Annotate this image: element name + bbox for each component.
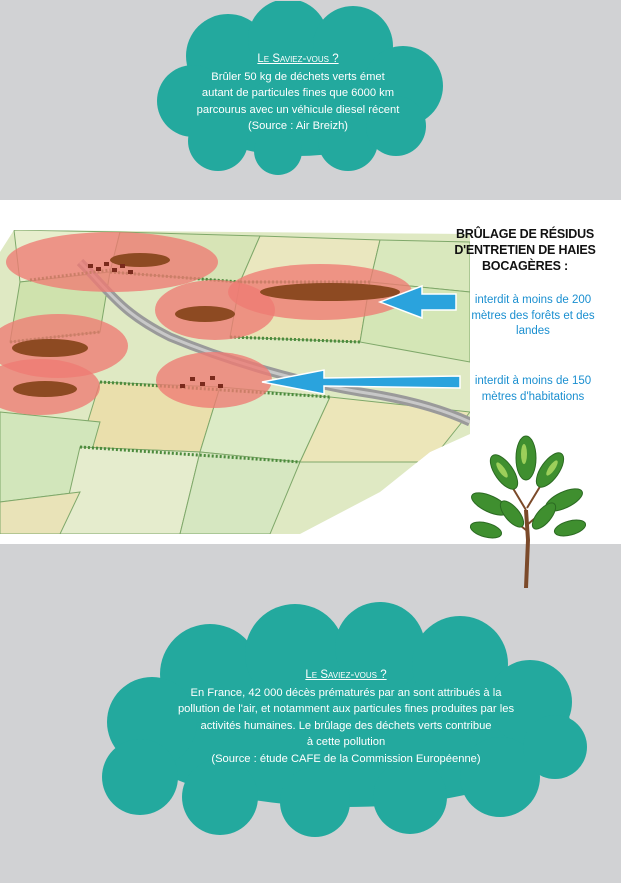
info-line: à cette pollution [306, 736, 386, 748]
info-cloud-top [148, 1, 448, 176]
note-line: mètres d'habitations [481, 390, 585, 403]
headline-line: D'ENTRETIEN DE HAIES [454, 243, 596, 257]
info-source: (Source : étude CAFE de la Commission Européenne) [211, 752, 481, 765]
info-source: (Source : Air Breizh) [247, 120, 349, 132]
arrow-left-icon [262, 370, 460, 394]
info-line: En France, 42 000 décès prématurés par an sont attribués à la [190, 686, 502, 699]
note-home-distance [458, 374, 608, 405]
oak-tree-icon [466, 430, 586, 588]
info-title: Le Saviez-vous ? [257, 53, 339, 65]
headline-line: BOCAGÈRES : [481, 259, 568, 273]
note-line: landes [516, 325, 550, 337]
note-forest-distance [458, 293, 608, 340]
arrow-left-icon [380, 286, 456, 318]
note-line: interdit à moins de 150 [474, 375, 592, 387]
info-line: activités humaines. Le brûlage des déchets verts contribue [200, 719, 492, 732]
info-line: parcourus avec un véhicule diesel récent [196, 103, 400, 116]
headline-line: BRÛLAGE DE RÉSIDUS [455, 227, 595, 241]
note-line: mètres des forêts et des [471, 309, 595, 322]
info-line: Brûler 50 kg de déchets verts émet [211, 70, 385, 83]
info-cloud-bottom [100, 602, 592, 838]
info-title: Le Saviez-vous ? [305, 669, 387, 681]
note-line: interdit à moins de 200 [474, 294, 592, 306]
info-line: pollution de l'air, et notamment aux particules fines produites par les [177, 703, 515, 715]
info-line: autant de particules fines que 6000 km [201, 87, 395, 99]
